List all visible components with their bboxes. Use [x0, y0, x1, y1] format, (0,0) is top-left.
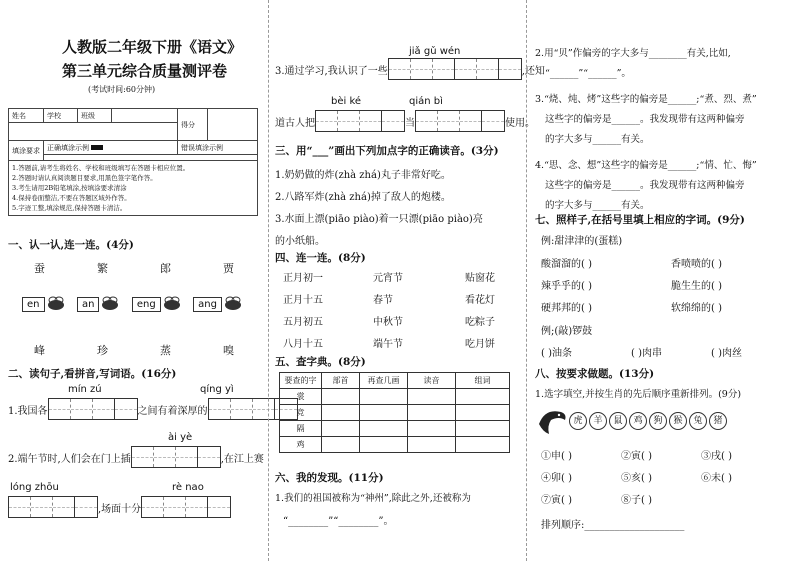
text: 道古人把 — [275, 117, 315, 129]
pinyin-qing-yi: qíng yì — [200, 384, 234, 395]
section-6-title: 六、我的发现。(11分) — [275, 472, 384, 484]
section-4-title: 四、连一连。(8分) — [275, 252, 366, 264]
festival: 元宵节 — [373, 273, 403, 284]
s2-q3b-line — [275, 58, 545, 80]
s4-left-col — [283, 268, 323, 356]
dict-cell[interactable] — [322, 421, 360, 437]
s7-rows — [541, 254, 722, 320]
pinyin-box: eng — [132, 297, 161, 312]
section-5-title: 五、查字典。(8分) — [275, 356, 366, 368]
s8-item[interactable]: ⑥未( ) — [701, 473, 732, 484]
pinyin-box: ang — [193, 297, 222, 312]
zodiac-tiger: 虎 — [569, 412, 587, 430]
dict-header: 要查的字 — [280, 373, 322, 389]
bee-icon — [222, 296, 244, 312]
s6-q1-blanks[interactable]: “________”“________”。 — [283, 516, 394, 527]
pinyin-box: en — [22, 297, 45, 312]
s7-row — [541, 298, 722, 320]
wrong-fill-text: 错误填涂示例 — [181, 143, 223, 152]
dict-header: 部首 — [322, 373, 360, 389]
dict-cell[interactable] — [456, 405, 510, 421]
exam-notes — [8, 161, 258, 216]
section-7-title: 七、照样子,在括号里填上相应的字词。(9分) — [535, 214, 745, 226]
dict-cell[interactable] — [408, 421, 456, 437]
s6-q4-line: 的字大多与______有关。 — [545, 200, 650, 211]
lunar-date: 正月初一 — [283, 273, 323, 284]
zodiac-goat: 羊 — [589, 412, 607, 430]
s6-continued — [535, 44, 757, 216]
dict-header: 读音 — [408, 373, 456, 389]
s8-item[interactable]: ⑤亥( ) — [621, 473, 652, 484]
section-2-title: 二、读句子,看拼音,写词语。(16分) — [8, 368, 177, 380]
column-left — [0, 0, 262, 561]
answer-grid[interactable] — [415, 110, 505, 132]
school-label: 学校 — [44, 109, 78, 123]
answer-grid[interactable] — [8, 496, 98, 518]
festival: 春节 — [373, 295, 393, 306]
pinyin-item — [77, 296, 121, 312]
s7-item[interactable]: 香喷喷的( ) — [671, 259, 722, 270]
info-blank[interactable] — [112, 109, 178, 123]
text: 3.通过学习,我认识了一些 — [275, 65, 388, 77]
note-line: 2.答题时请认真阅读题目要求,用黑色签字笔作答。 — [12, 174, 157, 182]
char: 繁 — [97, 262, 108, 275]
text: 当 — [405, 117, 415, 129]
note-line: 3.考生请用2B铅笔填涂,按填涂要求清涂 — [12, 184, 127, 192]
pinyin-jia-gu-wen: jiǎ gǔ wén — [409, 46, 461, 57]
s7-example: 例:甜津津的(蛋糕) — [541, 236, 623, 247]
festival: 中秋节 — [373, 317, 403, 328]
dict-cell[interactable] — [360, 421, 408, 437]
name-label: 姓名 — [9, 109, 44, 123]
s2-q3c-line — [275, 110, 535, 132]
column-middle — [268, 0, 545, 561]
answer-grid[interactable] — [388, 58, 522, 80]
s7-item[interactable]: ( )肉丝 — [711, 348, 742, 359]
student-info-block — [8, 108, 258, 216]
pinyin-qian-bi: qián bì — [409, 96, 443, 107]
pinyin-long-zhou: lóng zhōu — [10, 482, 59, 493]
char: 蚕 — [34, 262, 45, 275]
s7-item[interactable]: ( )油条 — [541, 348, 572, 359]
s8-item[interactable]: ①申( ) — [541, 451, 572, 462]
score-box[interactable] — [208, 109, 258, 141]
s7-item[interactable]: 硬邦邦的( ) — [541, 303, 592, 314]
char: 嗅 — [223, 344, 234, 357]
bee-icon — [161, 296, 183, 312]
custom: 贴窗花 — [465, 273, 495, 284]
dictionary-table — [279, 372, 510, 453]
s8-row — [541, 468, 732, 490]
dict-cell[interactable] — [408, 437, 456, 453]
dict-cell[interactable] — [322, 437, 360, 453]
zodiac-pig: 猪 — [709, 412, 727, 430]
zodiac-row — [535, 404, 729, 438]
dict-char: 裳 — [280, 389, 322, 405]
pinyin-ai-ye: ài yè — [168, 432, 193, 443]
custom: 吃粽子 — [465, 317, 495, 328]
s3-line: 1.奶奶做的炸(zhà zhá)丸子非常好吃。 — [275, 170, 451, 181]
dict-char: 竞 — [280, 405, 322, 421]
s7-item[interactable]: ( )肉串 — [631, 348, 662, 359]
s7-example2: 例;(敲)锣鼓 — [541, 326, 593, 337]
dict-cell[interactable] — [456, 389, 510, 405]
correct-fill-example — [44, 141, 178, 155]
zodiac-monkey: 猴 — [669, 412, 687, 430]
dictionary-table-wrap — [279, 372, 510, 453]
dolphin-icon — [535, 404, 569, 438]
dict-header: 再查几画 — [360, 373, 408, 389]
s2-q1-line — [8, 398, 298, 420]
s8-item[interactable]: ⑦寅( ) — [541, 495, 572, 506]
s8-row — [541, 446, 732, 468]
dict-cell[interactable] — [408, 389, 456, 405]
dict-cell[interactable] — [322, 405, 360, 421]
s6-q2-line: 2.用“贝”作偏旁的字大多与________有关,比如, — [535, 48, 731, 59]
s8-order[interactable]: 排列顺序:____________________ — [541, 520, 685, 531]
custom: 看花灯 — [465, 295, 495, 306]
s7-row — [541, 276, 722, 298]
exam-time: (考试时间:60分钟) — [88, 85, 156, 94]
dict-cell[interactable] — [360, 389, 408, 405]
s7-row — [541, 254, 722, 276]
lunar-date: 五月初五 — [283, 317, 323, 328]
pinyin-item — [132, 296, 183, 312]
s2-q3-line — [8, 496, 231, 518]
note-line: 5.字迹工整,填涂规范,保持答题卡清洁。 — [12, 204, 127, 212]
fill-spacer — [44, 155, 258, 161]
info-table — [8, 108, 258, 161]
s6-q4-line: 这些字的偏旁是______。我发现带有这两种偏旁 — [545, 180, 745, 191]
zodiac-rooster: 鸡 — [629, 412, 647, 430]
s8-item[interactable]: ②寅( ) — [621, 451, 652, 462]
dict-cell[interactable] — [360, 405, 408, 421]
s8-item[interactable]: ③戌( ) — [701, 451, 732, 462]
pinyin-min-zu: mín zú — [68, 384, 102, 395]
s3-line: 3.水面上漂(piāo piào)着一只漂(piāo piào)亮 — [275, 214, 483, 225]
lunar-date: 正月十五 — [283, 295, 323, 306]
pinyin-box: an — [77, 297, 99, 312]
section-1-title: 一、认一认,连一连。(4分) — [8, 239, 134, 251]
column-right — [526, 0, 794, 561]
class-label: 班级 — [78, 109, 112, 123]
dict-cell[interactable] — [456, 421, 510, 437]
dict-header: 组词 — [456, 373, 510, 389]
s2-q2-line — [8, 446, 264, 468]
exam-title: 人教版二年级下册《语文》 — [62, 38, 243, 56]
lunar-date: 八月十五 — [283, 339, 323, 350]
pinyin-item — [193, 296, 244, 312]
bee-icon — [99, 296, 121, 312]
s4-middle-col — [373, 268, 403, 356]
dict-cell[interactable] — [456, 437, 510, 453]
s1-bottom-chars — [34, 342, 234, 358]
s7-item[interactable]: 软绵绵的( ) — [671, 303, 722, 314]
score-label: 得分 — [178, 109, 208, 141]
s6-q1: 1.我们的祖国被称为“神州”,除此之外,还被称为 — [275, 493, 471, 504]
pinyin-item — [22, 296, 67, 312]
note-line: 1.答题前,请考生将姓名、学校和班级填写在答题卡相应位置。 — [12, 164, 190, 172]
s6-q2-blanks[interactable]: “______”“______”。 — [545, 68, 631, 79]
s7-item[interactable]: 辣乎乎的( ) — [541, 281, 592, 292]
dict-cell[interactable] — [322, 389, 360, 405]
s8-q1: 1.选字填空,并按生肖的先后顺序重新排列。(9分) — [535, 389, 742, 400]
bee-icon — [45, 296, 67, 312]
s6-q3-line: 的字大多与______有关。 — [545, 134, 650, 145]
filled-box-icon — [91, 145, 103, 150]
zodiac-rabbit: 兔 — [689, 412, 707, 430]
dict-char: 鸡 — [280, 437, 322, 453]
char: 珍 — [97, 344, 108, 357]
s2-q3-text-b: ,场面十分 — [98, 503, 142, 515]
correct-fill-text: 正确填涂示例 — [47, 143, 89, 152]
s3-lines — [275, 165, 483, 253]
s8-row — [541, 490, 732, 512]
s8-item[interactable]: ④卯( ) — [541, 473, 572, 484]
section-8-title: 八、按要求做题。(13分) — [535, 368, 655, 380]
s1-top-chars — [34, 260, 234, 276]
exam-subtitle: 第三单元综合质量测评卷 — [62, 62, 228, 80]
s6-q3-line: 3.“烧、炖、烤”这些字的偏旁是______;“煮、烈、煮” — [535, 94, 757, 105]
section-3-title: 三、用“___”画出下列加点字的正确读音。(3分) — [275, 145, 499, 157]
answer-grid[interactable] — [141, 496, 231, 518]
s3-line: 2.八路军炸(zhà zhá)掉了敌人的炮楼。 — [275, 192, 451, 203]
text: ,还知 — [521, 65, 545, 77]
answer-grid[interactable] — [48, 398, 138, 420]
info-blank-row[interactable] — [9, 123, 178, 141]
dict-cell[interactable] — [408, 405, 456, 421]
answer-grid[interactable] — [315, 110, 405, 132]
s7-item[interactable]: 酸溜溜的( ) — [541, 259, 592, 270]
s2-q1-text-a: 1.我国各 — [8, 405, 48, 417]
wrong-fill-example — [178, 141, 258, 155]
char: 郎 — [160, 262, 171, 275]
s7-item[interactable]: 脆生生的( ) — [671, 281, 722, 292]
festival: 端午节 — [373, 339, 403, 350]
s2-q2-text-a: 2.端午节时,人们会在门上插 — [8, 453, 131, 465]
s6-q4-line: 4.“思、念、想”这些字的偏旁是______;“情、忙、悔” — [535, 160, 757, 171]
s7-row2 — [541, 344, 742, 359]
s2-q1-text-b: 之间有着深厚的 — [137, 405, 208, 417]
note-line: 4.保持卷面整洁,不要在答题区域外作答。 — [12, 194, 131, 202]
pinyin-re-nao: rè nao — [172, 482, 204, 493]
text: 使用。 — [505, 117, 535, 129]
custom: 吃月饼 — [465, 339, 495, 350]
pinyin-bei-ke: bèi ké — [331, 96, 362, 107]
s8-items — [541, 446, 732, 512]
dict-char: 隔 — [280, 421, 322, 437]
fill-requirement-label: 填涂要求 — [9, 141, 44, 161]
s1-pinyin-row — [22, 296, 244, 312]
s2-q2-text-b: ,在江上赛 — [220, 453, 264, 465]
answer-grid[interactable] — [131, 446, 221, 468]
char: 贾 — [223, 262, 234, 275]
zodiac-rat: 鼠 — [609, 412, 627, 430]
char: 蒸 — [160, 344, 171, 357]
s3-line: 的小纸船。 — [275, 236, 325, 247]
char: 峰 — [34, 344, 45, 357]
s6-q3-line: 这些字的偏旁是______。我发现带有这两种偏旁 — [545, 114, 745, 125]
s8-item[interactable]: ⑧子( ) — [621, 495, 652, 506]
s4-right-col — [465, 268, 495, 356]
dict-cell[interactable] — [360, 437, 408, 453]
zodiac-dog: 狗 — [649, 412, 667, 430]
